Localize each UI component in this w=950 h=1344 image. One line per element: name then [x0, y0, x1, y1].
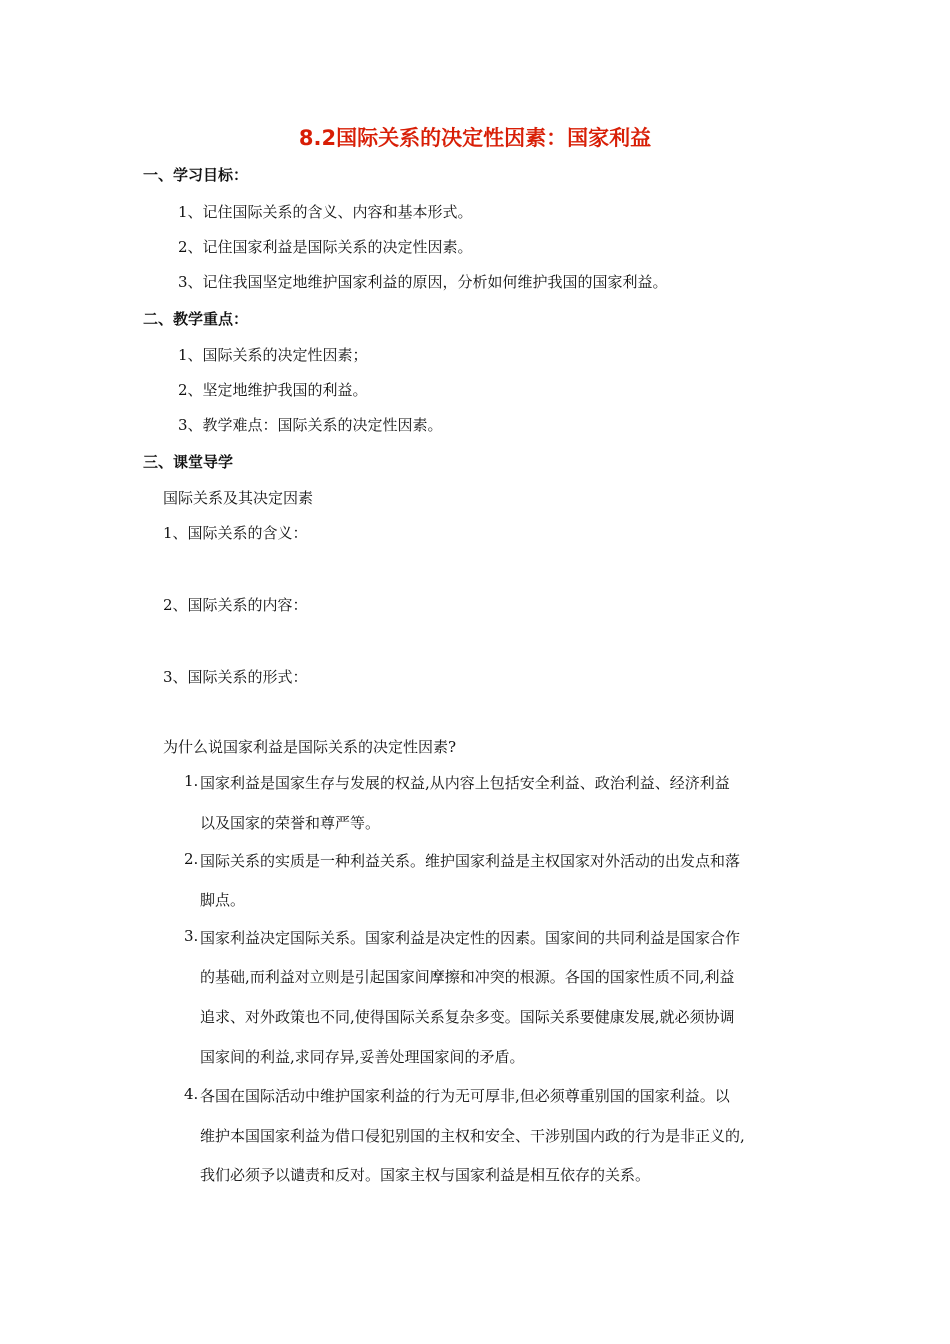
page-title: 8.2国际关系的决定性因素：国家利益: [298, 126, 652, 150]
section-heading-goals: 一、学习目标：: [143, 166, 249, 184]
point-text: 国家间的利益,求同存异,妥善处理国家间的矛盾。: [200, 1048, 525, 1066]
point-text: 我们必须予以谴责和反对。国家主权与国家利益是相互依存的关系。: [200, 1166, 651, 1184]
goal-item: 1、记住国际关系的含义、内容和基本形式。: [178, 203, 473, 221]
point-text: 国家利益决定国际关系。国家利益是决定性的因素。国家间的共同利益是国家合作: [200, 929, 741, 947]
guide-item: 2、国际关系的内容：: [163, 596, 308, 614]
point-text: 追求、对外政策也不同,使得国际关系复杂多变。国际关系要健康发展,就必须协调: [200, 1008, 735, 1026]
point-number: 3.: [184, 927, 199, 945]
key-point-item: 3、教学难点：国际关系的决定性因素。: [178, 416, 443, 434]
guide-item: 1、国际关系的含义：: [163, 524, 308, 542]
question: 为什么说国家利益是国际关系的决定性因素?: [163, 738, 457, 756]
guide-item: 3、国际关系的形式：: [163, 668, 308, 686]
section-heading-key-points: 二、教学重点：: [143, 310, 249, 328]
point-text: 的基础,而利益对立则是引起国家间摩擦和冲突的根源。各国的国家性质不同,利益: [200, 968, 735, 986]
point-text: 各国在国际活动中维护国家利益的行为无可厚非,但必须尊重别国的国家利益。以: [200, 1087, 730, 1105]
point-text: 脚点。: [200, 891, 246, 909]
point-number: 4.: [184, 1085, 199, 1103]
key-point-item: 1、国际关系的决定性因素；: [178, 346, 368, 364]
point-text: 维护本国国家利益为借口侵犯别国的主权和安全、干涉别国内政的行为是非正义的,: [200, 1127, 745, 1145]
point-text: 以及国家的荣誉和尊严等。: [200, 814, 381, 832]
point-number: 2.: [184, 850, 199, 868]
key-point-item: 2、坚定地维护我国的利益。: [178, 381, 368, 399]
guide-subheading: 国际关系及其决定因素: [163, 489, 314, 507]
point-text: 国际关系的实质是一种利益关系。维护国家利益是主权国家对外活动的出发点和落: [200, 852, 741, 870]
goal-item: 3、记住我国坚定地维护国家利益的原因，分析如何维护我国的国家利益。: [178, 273, 668, 291]
point-text: 国家利益是国家生存与发展的权益,从内容上包括安全利益、政治利益、经济利益: [200, 774, 730, 792]
goal-item: 2、记住国家利益是国际关系的决定性因素。: [178, 238, 473, 256]
section-heading-guide: 三、课堂导学: [143, 453, 234, 471]
point-number: 1.: [184, 772, 199, 790]
